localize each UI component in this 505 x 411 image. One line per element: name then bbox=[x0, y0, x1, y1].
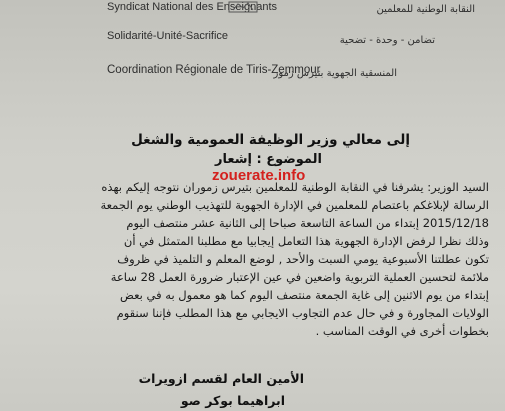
header-fr-line3: Coordination Régionale de Tiris-Zemmour bbox=[107, 64, 321, 76]
body-line-5: تكون عطلتنا الأسبوعية يومي السبت والأحد , لوضع المعلم و التلميذ في ظروف bbox=[117, 252, 489, 266]
letter-subject: الموضوع : إشعار bbox=[215, 152, 322, 167]
signatory-title: الأمين العام لقسم ازويرات bbox=[138, 371, 304, 386]
body-line-1: السيد الوزير: يشرفنا في النقابة الوطنية للمعلمين بتيرس زموران نتوجه إليكم بهذه bbox=[101, 180, 489, 194]
header-fr-line1: Syndicat National des Enseignants bbox=[107, 1, 277, 13]
header-ar-line2: تضامن - وحدة - تضحية bbox=[339, 35, 435, 46]
header-fr-line2: Solidarité-Unité-Sacrifice bbox=[107, 30, 229, 42]
body-line-8: الولايات المجاورة و في حال عدم التجاوب الايجابي مع هذا المطلب فإننا سنقوم bbox=[116, 306, 489, 320]
body-line-7: إبتداء من يوم الاثنين إلى غاية الجمعة منتصف اليوم كما هو معمول به في بعض bbox=[120, 288, 489, 302]
body-line-6: ملائمة لتحسين العملية التربوية واضعين في عين الإعتبار ضرورة العمل 28 ساعة bbox=[110, 270, 489, 284]
body-line-4: وذلك نظرا لرفض الإدارة الجهوية هذا التعامل إيجابيا مع مطلبنا المتمثل في أن bbox=[123, 234, 489, 248]
header-ar-line3: المنسقية الجهوية بتيرس زمور bbox=[273, 68, 397, 79]
watermark-text: zouerate.info bbox=[212, 167, 306, 184]
body-line-2: الرسالة لإبلاغكم باعتصام للمعلمين في الإدارة الجهوية للتهذيب الوطني يوم الجمعة bbox=[100, 198, 489, 212]
header-ar-line1: النقابة الوطنية للمعلمين bbox=[376, 4, 475, 15]
emblem-icon bbox=[228, 0, 258, 14]
body-line-9: بخطوات أخرى في الوقت المناسب . bbox=[315, 324, 489, 338]
body-line-3: 2015/12/18 إبتداء من الساعة التاسعة صباحا إلى الثانية عشر منتصف اليوم bbox=[126, 216, 489, 230]
signatory-name: ابراهيما بوكر صو bbox=[180, 393, 285, 408]
letter-addressee: إلى معالي وزير الوظيفة العمومية والشغل bbox=[131, 132, 410, 148]
